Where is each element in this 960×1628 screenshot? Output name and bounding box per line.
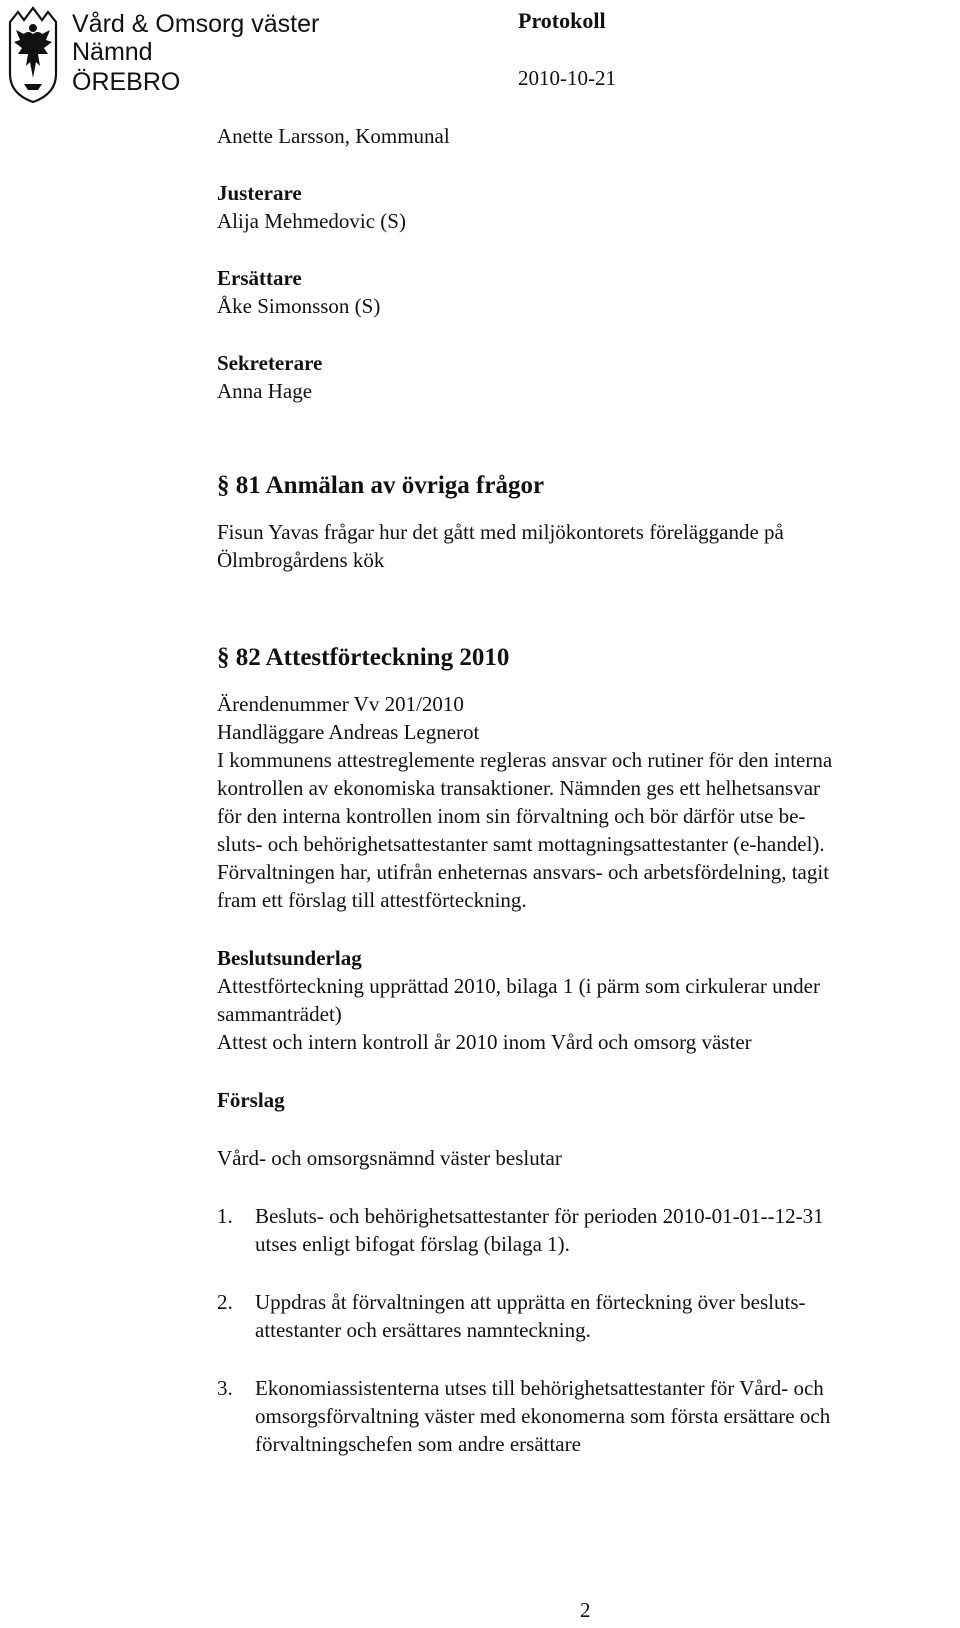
proposal-heading: Förslag (217, 1088, 285, 1112)
list-item-number: 3. (217, 1376, 233, 1400)
adjuster-label: Justerare (217, 181, 302, 205)
list-item-text (255, 1288, 806, 1344)
list-item-line: omsorgsförvaltning väster med ekonomerna som första ersättare och (255, 1404, 831, 1428)
section-82-body-line: I kommunens attestreglemente regleras ansvar och rutiner för den interna (217, 748, 833, 772)
list-item-number: 2. (217, 1290, 233, 1314)
section-81-body-line: Ölmbrogårdens kök (217, 548, 385, 572)
section-81-body-line: Fisun Yavas frågar hur det gått med miljökontorets föreläggande på (217, 520, 784, 544)
list-item-line: Ekonomiassistenterna utses till behörighetsattestanter för Vård- och (255, 1376, 824, 1400)
basis-line: Attest och intern kontroll år 2010 inom Vård och omsorg väster (217, 1030, 752, 1054)
decision-list (217, 1202, 937, 1492)
secretary-name: Anna Hage (217, 379, 313, 403)
section-81-heading (217, 470, 544, 502)
section-82-body-line: kontrollen av ekonomiska transaktioner. Nämnden ges ett helhetsansvar (217, 776, 821, 800)
section-82-body-line: fram ett förslag till attestförteckning. (217, 888, 527, 912)
attendee-other: Anette Larsson, Kommunal (217, 124, 450, 148)
basis-line: sammanträdet) (217, 1002, 342, 1026)
org-name-line1: Vård & Omsorg väster (72, 10, 320, 38)
org-name-line3: ÖREBRO (72, 68, 181, 96)
list-item-line: förvaltningschefen som andre ersättare (255, 1432, 581, 1456)
substitute-label: Ersättare (217, 266, 302, 290)
case-officer: Handläggare Andreas Legnerot (217, 720, 480, 744)
substitute-name: Åke Simonsson (S) (217, 294, 381, 318)
list-item-line: Uppdras åt förvaltningen att upprätta en förteckning över besluts- (255, 1290, 806, 1314)
adjuster-name: Alija Mehmedovic (S) (217, 209, 406, 233)
basis-line: Attestförteckning upprättad 2010, bilaga 1 (i pärm som cirkulerar under (217, 974, 820, 998)
case-number: Ärendenummer Vv 201/2010 (217, 692, 464, 716)
document-date: 2010-10-21 (518, 66, 616, 90)
paragraph-symbol: § (217, 472, 230, 499)
paragraph-symbol: § (217, 644, 230, 671)
section-81-title: 81 Anmälan av övriga frågor (235, 472, 545, 499)
section-82-body-line: sluts- och behörighetsattestanter samt mottagningsattestanter (e-handel). (217, 832, 825, 856)
page-number: 2 (580, 1598, 591, 1622)
coat-of-arms-icon (4, 4, 62, 104)
list-item-line: attestanter och ersättares namnteckning. (255, 1318, 591, 1342)
list-item-text (255, 1374, 830, 1458)
section-82-body-line: för den interna kontrollen inom sin förvaltning och bör därför utse be- (217, 804, 806, 828)
document-type: Protokoll (518, 8, 606, 33)
secretary-label: Sekreterare (217, 351, 323, 375)
proposal-intro: Vård- och omsorgsnämnd väster beslutar (217, 1146, 562, 1170)
basis-heading: Beslutsunderlag (217, 946, 362, 970)
section-82-body-line: Förvaltningen har, utifrån enheternas ansvars- och arbetsfördelning, tagit (217, 860, 830, 884)
section-82-heading (217, 642, 509, 674)
org-name-line2: Nämnd (72, 38, 153, 66)
section-82-title: 82 Attestförteckning 2010 (235, 644, 510, 671)
list-item-line: Besluts- och behörighetsattestanter för perioden 2010-01-01--12-31 (255, 1204, 824, 1228)
list-item-line: utses enligt bifogat förslag (bilaga 1). (255, 1232, 570, 1256)
list-item-text (255, 1202, 824, 1258)
list-item-number: 1. (217, 1204, 233, 1228)
